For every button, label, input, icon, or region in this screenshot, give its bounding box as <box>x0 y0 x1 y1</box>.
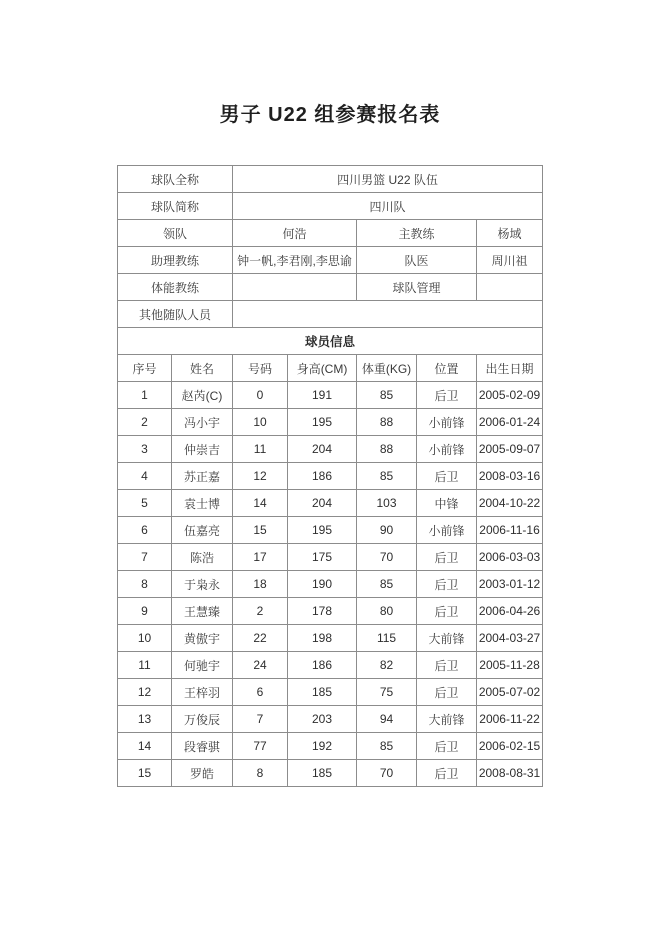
table-cell: 18 <box>233 571 288 598</box>
table-cell: 17 <box>233 544 288 571</box>
team-info-row <box>118 166 543 193</box>
player-row <box>118 679 543 706</box>
table-cell: 88 <box>357 409 417 436</box>
team-info-row <box>118 301 543 328</box>
table-cell: 2008-03-16 <box>477 463 543 490</box>
table-cell: 77 <box>233 733 288 760</box>
table-cell: 175 <box>288 544 357 571</box>
table-cell: 12 <box>233 463 288 490</box>
table-cell: 段睿骐 <box>172 733 233 760</box>
table-cell: 赵芮(C) <box>172 382 233 409</box>
table-cell: 10 <box>233 409 288 436</box>
table-cell: 24 <box>233 652 288 679</box>
table-cell: 小前锋 <box>417 436 477 463</box>
field-value <box>233 301 543 328</box>
player-row <box>118 571 543 598</box>
table-cell: 后卫 <box>417 571 477 598</box>
player-row <box>118 409 543 436</box>
table-cell: 198 <box>288 625 357 652</box>
table-cell: 2006-03-03 <box>477 544 543 571</box>
team-info-row <box>118 274 543 301</box>
table-cell: 冯小宇 <box>172 409 233 436</box>
table-cell: 70 <box>357 760 417 787</box>
table-cell: 6 <box>233 679 288 706</box>
table-cell: 14 <box>118 733 172 760</box>
column-header: 体重(KG) <box>357 355 417 382</box>
table-cell: 14 <box>233 490 288 517</box>
table-cell: 103 <box>357 490 417 517</box>
table-cell: 3 <box>118 436 172 463</box>
player-row <box>118 544 543 571</box>
field-label: 体能教练 <box>118 274 233 301</box>
team-info-row <box>118 220 543 247</box>
table-cell: 8 <box>118 571 172 598</box>
table-cell: 后卫 <box>417 598 477 625</box>
table-cell: 于枭永 <box>172 571 233 598</box>
table-cell: 11 <box>233 436 288 463</box>
table-cell: 185 <box>288 760 357 787</box>
table-cell: 195 <box>288 409 357 436</box>
table-cell: 90 <box>357 517 417 544</box>
table-cell: 大前锋 <box>417 625 477 652</box>
table-cell: 195 <box>288 517 357 544</box>
table-cell: 王梓羽 <box>172 679 233 706</box>
player-row <box>118 706 543 733</box>
table-cell: 186 <box>288 463 357 490</box>
field-value <box>477 274 543 301</box>
table-cell: 4 <box>118 463 172 490</box>
table-cell: 2005-09-07 <box>477 436 543 463</box>
table-cell: 1 <box>118 382 172 409</box>
table-cell: 2005-02-09 <box>477 382 543 409</box>
table-cell: 178 <box>288 598 357 625</box>
table-cell: 2006-04-26 <box>477 598 543 625</box>
player-row <box>118 625 543 652</box>
table-cell: 大前锋 <box>417 706 477 733</box>
table-cell: 2 <box>118 409 172 436</box>
table-cell: 仲崇吉 <box>172 436 233 463</box>
column-header: 身高(CM) <box>288 355 357 382</box>
table-cell: 94 <box>357 706 417 733</box>
table-cell: 后卫 <box>417 544 477 571</box>
team-info-row <box>118 193 543 220</box>
table-cell: 2008-08-31 <box>477 760 543 787</box>
field-value: 四川男篮 U22 队伍 <box>233 166 543 193</box>
player-row <box>118 382 543 409</box>
table-cell: 5 <box>118 490 172 517</box>
table-cell: 后卫 <box>417 760 477 787</box>
table-cell: 80 <box>357 598 417 625</box>
team-info-row <box>118 247 543 274</box>
field-label: 助理教练 <box>118 247 233 274</box>
table-cell: 22 <box>233 625 288 652</box>
table-cell: 82 <box>357 652 417 679</box>
player-row <box>118 652 543 679</box>
table-cell: 2005-07-02 <box>477 679 543 706</box>
column-header: 出生日期 <box>477 355 543 382</box>
table-cell: 15 <box>118 760 172 787</box>
table-cell: 2006-11-16 <box>477 517 543 544</box>
table-cell: 204 <box>288 490 357 517</box>
player-row <box>118 436 543 463</box>
field-value: 周川祖 <box>477 247 543 274</box>
section-title-row <box>118 328 543 355</box>
table-cell: 75 <box>357 679 417 706</box>
table-cell: 苏正嘉 <box>172 463 233 490</box>
table-cell: 10 <box>118 625 172 652</box>
player-row <box>118 760 543 787</box>
section-title: 球员信息 <box>118 328 543 355</box>
table-cell: 0 <box>233 382 288 409</box>
table-cell: 黄傲宇 <box>172 625 233 652</box>
table-cell: 何驰宇 <box>172 652 233 679</box>
player-row <box>118 517 543 544</box>
player-row <box>118 463 543 490</box>
table-cell: 7 <box>118 544 172 571</box>
table-cell: 11 <box>118 652 172 679</box>
table-cell: 85 <box>357 571 417 598</box>
table-cell: 2004-10-22 <box>477 490 543 517</box>
field-label: 领队 <box>118 220 233 247</box>
table-cell: 85 <box>357 733 417 760</box>
field-label: 主教练 <box>357 220 477 247</box>
table-cell: 70 <box>357 544 417 571</box>
table-cell: 2006-11-22 <box>477 706 543 733</box>
table-cell: 2003-01-12 <box>477 571 543 598</box>
table-cell: 2 <box>233 598 288 625</box>
table-cell: 191 <box>288 382 357 409</box>
table-cell: 2006-01-24 <box>477 409 543 436</box>
column-header: 序号 <box>118 355 172 382</box>
field-value <box>233 274 357 301</box>
table-cell: 小前锋 <box>417 517 477 544</box>
table-cell: 2005-11-28 <box>477 652 543 679</box>
table-cell: 88 <box>357 436 417 463</box>
field-label: 球队管理 <box>357 274 477 301</box>
field-label: 队医 <box>357 247 477 274</box>
table-cell: 192 <box>288 733 357 760</box>
table-cell: 后卫 <box>417 382 477 409</box>
page-title: 男子 U22 组参赛报名表 <box>219 104 441 126</box>
field-value: 四川队 <box>233 193 543 220</box>
table-cell: 13 <box>118 706 172 733</box>
table-cell: 后卫 <box>417 733 477 760</box>
field-value: 钟一帆,李君刚,李思谕 <box>233 247 357 274</box>
table-cell: 6 <box>118 517 172 544</box>
field-label: 球队简称 <box>118 193 233 220</box>
table-cell: 186 <box>288 652 357 679</box>
table-cell: 后卫 <box>417 679 477 706</box>
column-header: 姓名 <box>172 355 233 382</box>
column-header: 位置 <box>417 355 477 382</box>
field-label: 其他随队人员 <box>118 301 233 328</box>
table-cell: 袁士博 <box>172 490 233 517</box>
table-cell: 后卫 <box>417 463 477 490</box>
field-value: 杨域 <box>477 220 543 247</box>
player-header-row <box>118 355 543 382</box>
table-cell: 8 <box>233 760 288 787</box>
table-cell: 115 <box>357 625 417 652</box>
player-row <box>118 598 543 625</box>
table-cell: 85 <box>357 382 417 409</box>
player-row <box>118 733 543 760</box>
table-cell: 小前锋 <box>417 409 477 436</box>
table-cell: 204 <box>288 436 357 463</box>
field-value: 何浩 <box>233 220 357 247</box>
player-row <box>118 490 543 517</box>
table-cell: 中锋 <box>417 490 477 517</box>
table-cell: 万俊辰 <box>172 706 233 733</box>
table-cell: 15 <box>233 517 288 544</box>
table-cell: 伍嘉亮 <box>172 517 233 544</box>
team-registration-table <box>117 165 543 787</box>
table-cell: 85 <box>357 463 417 490</box>
table-cell: 190 <box>288 571 357 598</box>
table-cell: 12 <box>118 679 172 706</box>
table-cell: 陈浩 <box>172 544 233 571</box>
table-cell: 203 <box>288 706 357 733</box>
table-cell: 9 <box>118 598 172 625</box>
table-cell: 2004-03-27 <box>477 625 543 652</box>
table-cell: 185 <box>288 679 357 706</box>
table-cell: 王慧臻 <box>172 598 233 625</box>
table-cell: 7 <box>233 706 288 733</box>
table-cell: 罗皓 <box>172 760 233 787</box>
table-cell: 2006-02-15 <box>477 733 543 760</box>
field-label: 球队全称 <box>118 166 233 193</box>
column-header: 号码 <box>233 355 288 382</box>
table-cell: 后卫 <box>417 652 477 679</box>
